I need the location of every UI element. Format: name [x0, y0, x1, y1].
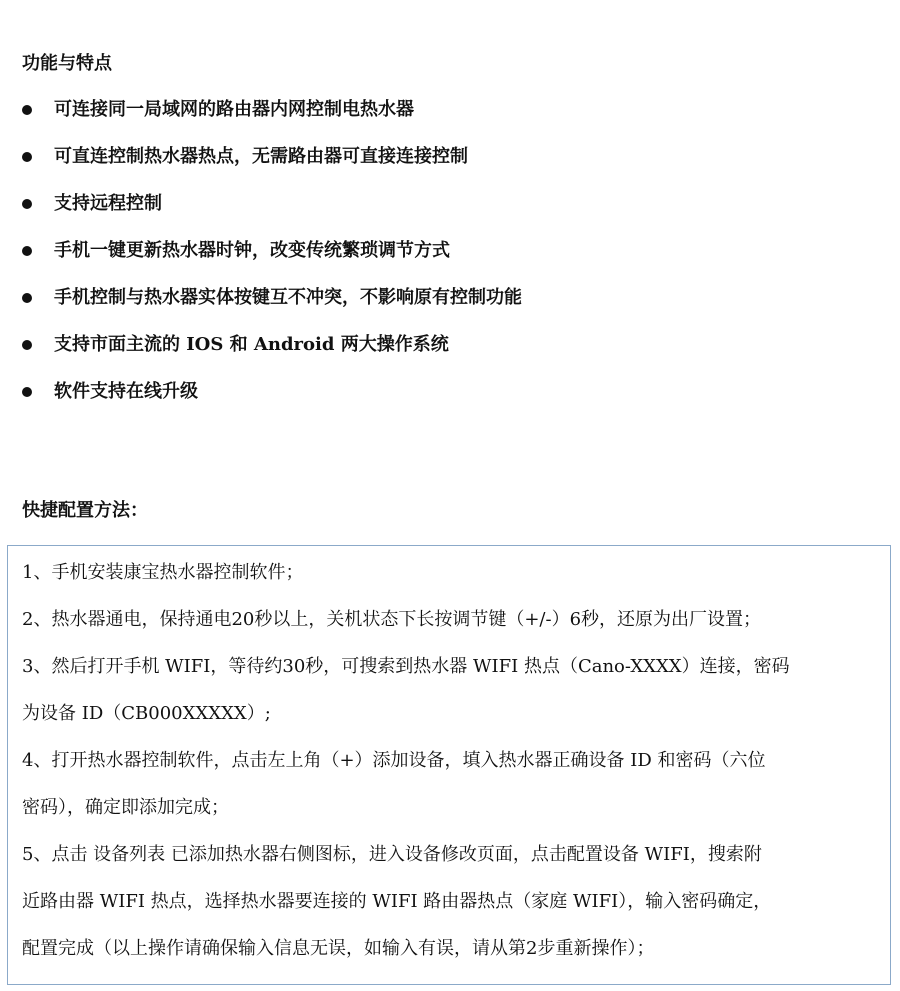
features-title: 功能与特点: [22, 53, 112, 74]
config-step-line: 密码），确定即添加完成；: [22, 797, 229, 818]
config-step-line: 1、手机安装康宝热水器控制软件；: [22, 562, 304, 583]
config-step-line: 近路由器 WIFI 热点，选择热水器要连接的 WIFI 路由器热点（家庭 WIFI），输入密码确定，: [22, 891, 772, 912]
feature-item: [22, 284, 522, 331]
bullet-icon: [22, 387, 32, 397]
config-step-line: 2、热水器通电，保持通电20秒以上，关机状态下长按调节键（+/-）6秒，还原为出厂设置；: [22, 609, 762, 630]
config-step-line: 5、点击 设备列表 已添加热水器右侧图标，进入设备修改页面，点击配置设备 WIFI，搜索附: [22, 844, 762, 865]
feature-text: 支持市面主流的 IOS 和 Android 两大操作系统: [54, 334, 449, 355]
config-step-line: 3、然后打开手机 WIFI，等待约30秒，可搜索到热水器 WIFI 热点（Cano-XXXX）连接，密码: [22, 656, 790, 677]
feature-text: 支持远程控制: [54, 193, 162, 214]
feature-item: [22, 96, 522, 143]
config-step-line: 配置完成（以上操作请确保输入信息无误，如输入有误，请从第2步重新操作）；: [22, 938, 655, 959]
bullet-icon: [22, 340, 32, 350]
feature-text: 软件支持在线升级: [54, 381, 198, 402]
bullet-icon: [22, 105, 32, 115]
config-step-line: 为设备 ID（CB000XXXXX）;: [22, 703, 271, 724]
feature-text: 可连接同一局域网的路由器内网控制电热水器: [54, 99, 414, 120]
bullet-icon: [22, 293, 32, 303]
feature-text: 手机控制与热水器实体按键互不冲突，不影响原有控制功能: [54, 287, 522, 308]
feature-item: [22, 331, 522, 378]
feature-text: 手机一键更新热水器时钟，改变传统繁琐调节方式: [54, 240, 450, 261]
feature-item: [22, 378, 522, 425]
features-list: [22, 96, 522, 425]
feature-item: [22, 190, 522, 237]
feature-text: 可直连控制热水器热点，无需路由器可直接连接控制: [54, 146, 468, 167]
feature-item: [22, 143, 522, 190]
config-title: 快捷配置方法：: [22, 500, 148, 521]
config-step-line: 4、打开热水器控制软件，点击左上角（+）添加设备，填入热水器正确设备 ID 和密码（六位: [22, 750, 766, 771]
config-steps-box: [7, 545, 891, 985]
bullet-icon: [22, 199, 32, 209]
bullet-icon: [22, 152, 32, 162]
bullet-icon: [22, 246, 32, 256]
feature-item: [22, 237, 522, 284]
